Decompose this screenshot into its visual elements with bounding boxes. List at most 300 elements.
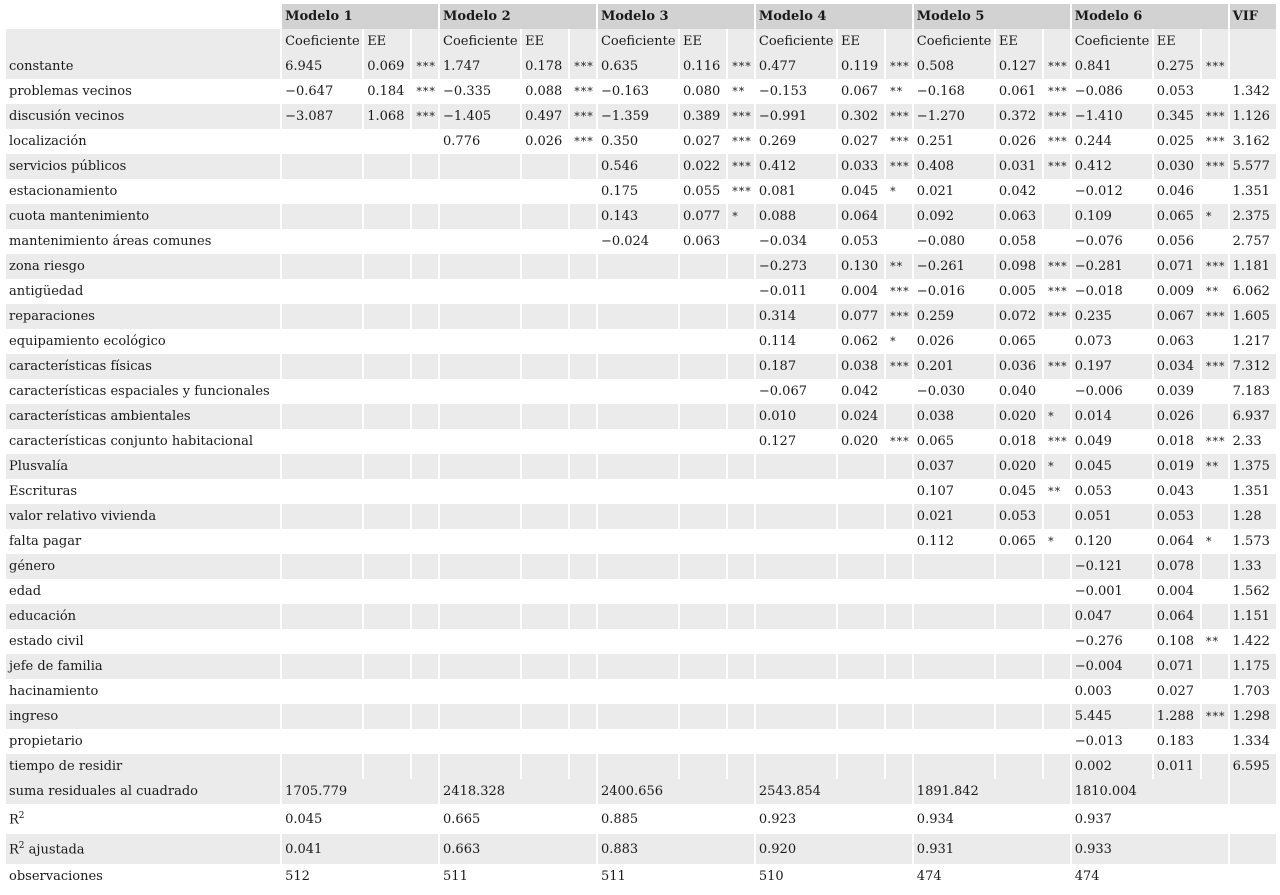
- model-1-header: Modelo 1: [282, 4, 438, 29]
- ee-cell: 0.067: [840, 84, 879, 99]
- significance-cell: [570, 204, 596, 229]
- variable-label: características ambientales: [6, 404, 280, 429]
- coef-cell: [756, 629, 836, 654]
- ee-cell: [364, 629, 410, 654]
- ee-cell: 0.065: [1154, 204, 1200, 229]
- coef-cell: [282, 254, 362, 279]
- coef-subheader: Coeficiente: [282, 29, 362, 54]
- significance-cell: [412, 279, 438, 304]
- significance-cell: [1202, 479, 1228, 504]
- significance-cell: [570, 629, 596, 654]
- coef-cell: 0.045: [1072, 454, 1152, 479]
- coef-cell: [598, 604, 678, 629]
- coef-cell: [440, 604, 520, 629]
- summary-value: 510: [758, 869, 784, 884]
- model-header-row: [6, 4, 1276, 29]
- coef-cell: 0.002: [1072, 754, 1152, 779]
- coef-cell: 0.037: [914, 454, 994, 479]
- significance-cell: [1044, 379, 1070, 404]
- vif-cell: 1.605: [1230, 304, 1276, 329]
- significance-cell: ***: [732, 185, 752, 198]
- ee-cell: 0.055: [683, 184, 721, 199]
- significance-cell: **: [1048, 485, 1062, 498]
- ee-subheader: EE: [680, 29, 726, 54]
- ee-cell: [522, 729, 568, 754]
- variable-label: antigüedad: [9, 284, 84, 299]
- significance-cell: [412, 254, 438, 279]
- table-row: [6, 229, 1276, 254]
- variable-label: estado civil: [9, 634, 84, 649]
- significance-cell: [570, 729, 596, 754]
- significance-cell: [412, 754, 438, 779]
- variable-label: características físicas: [6, 354, 280, 379]
- coef-cell: [282, 579, 362, 604]
- significance-cell: [886, 404, 912, 429]
- ee-cell: [838, 729, 884, 754]
- significance-cell: ***: [1044, 304, 1070, 329]
- coef-cell: [598, 354, 678, 379]
- vif-subheader: [1230, 29, 1276, 54]
- vif-cell: 6.062: [1232, 284, 1270, 299]
- coef-cell: [440, 204, 520, 229]
- coef-cell: [282, 679, 362, 704]
- significance-cell: ***: [1044, 104, 1070, 129]
- ee-cell: 0.026: [1154, 404, 1200, 429]
- ee-cell: 0.063: [1156, 334, 1195, 349]
- summary-value: 2543.854: [756, 779, 912, 804]
- ee-cell: [522, 529, 568, 554]
- significance-cell: ***: [1202, 704, 1228, 729]
- significance-cell: [1044, 604, 1070, 629]
- significance-cell: [1044, 204, 1070, 229]
- sig-subheader: [886, 29, 912, 54]
- coef-cell: [282, 279, 362, 304]
- variable-label: Plusvalía: [6, 454, 280, 479]
- significance-cell: [728, 654, 754, 679]
- coef-cell: [598, 504, 678, 529]
- coef-cell: −0.273: [756, 254, 836, 279]
- ee-cell: [522, 404, 568, 429]
- variable-label: jefe de familia: [6, 654, 280, 679]
- ee-cell: 0.033: [838, 154, 884, 179]
- significance-cell: [570, 554, 596, 579]
- ee-cell: 0.088: [525, 84, 563, 99]
- coef-cell: −0.076: [1074, 234, 1123, 249]
- ee-cell: [522, 254, 568, 279]
- ee-cell: 0.026: [525, 134, 563, 149]
- ee-cell: [680, 629, 726, 654]
- coef-cell: 0.412: [1072, 154, 1152, 179]
- coef-cell: −0.080: [916, 234, 965, 249]
- significance-cell: [412, 479, 438, 504]
- ee-cell: [364, 679, 410, 704]
- coef-cell: 6.945: [282, 54, 362, 79]
- variable-label: edad: [9, 584, 42, 599]
- significance-cell: [570, 454, 596, 479]
- vif-cell: 5.577: [1230, 154, 1276, 179]
- ee-cell: 0.062: [840, 334, 879, 349]
- ee-cell: 0.042: [840, 384, 879, 399]
- coef-cell: [756, 579, 836, 604]
- significance-cell: ***: [890, 435, 910, 448]
- coef-cell: [282, 304, 362, 329]
- significance-cell: [1044, 654, 1070, 679]
- model-5-header: Modelo 5: [914, 4, 1070, 29]
- significance-cell: [412, 304, 438, 329]
- significance-cell: [412, 329, 438, 354]
- ee-cell: [996, 679, 1042, 704]
- coef-cell: −0.647: [285, 84, 334, 99]
- coef-cell: [440, 704, 520, 729]
- table-row: [6, 629, 1276, 654]
- ee-cell: 0.027: [683, 134, 721, 149]
- ee-cell: [680, 729, 726, 754]
- vif-cell: 1.126: [1230, 104, 1276, 129]
- ee-cell: 0.056: [1156, 234, 1195, 249]
- ee-cell: 0.108: [1156, 634, 1195, 649]
- significance-cell: [412, 504, 438, 529]
- significance-cell: [728, 354, 754, 379]
- ee-cell: [996, 704, 1042, 729]
- significance-cell: [570, 154, 596, 179]
- table-row: [6, 579, 1276, 604]
- ee-cell: [838, 529, 884, 554]
- coef-cell: [440, 679, 520, 704]
- coef-cell: 0.073: [1074, 334, 1112, 349]
- coef-cell: [598, 654, 678, 679]
- ee-cell: 0.275: [1154, 54, 1200, 79]
- significance-cell: [886, 604, 912, 629]
- ee-cell: 0.497: [522, 104, 568, 129]
- vif-cell: 1.298: [1230, 704, 1276, 729]
- significance-cell: ***: [1044, 54, 1070, 79]
- coef-cell: [282, 129, 362, 154]
- ee-cell: [680, 704, 726, 729]
- significance-cell: [886, 454, 912, 479]
- ee-cell: 0.077: [680, 204, 726, 229]
- ee-cell: [522, 579, 568, 604]
- summary-value: 0.883: [598, 834, 754, 864]
- coef-cell: [282, 479, 362, 504]
- ee-cell: [680, 354, 726, 379]
- significance-cell: *: [1044, 404, 1070, 429]
- coef-cell: [282, 379, 362, 404]
- coef-cell: [440, 629, 520, 654]
- significance-cell: ***: [1202, 354, 1228, 379]
- ee-cell: [522, 554, 568, 579]
- table-row: [6, 679, 1276, 704]
- coef-cell: [282, 629, 362, 654]
- significance-cell: [570, 754, 596, 779]
- ee-cell: 0.302: [838, 104, 884, 129]
- variable-label: propietario: [9, 734, 83, 749]
- ee-subheader: EE: [1154, 29, 1200, 54]
- vif-cell: 6.595: [1230, 754, 1276, 779]
- significance-cell: ***: [1044, 354, 1070, 379]
- coef-cell: [282, 154, 362, 179]
- coef-cell: −0.281: [1072, 254, 1152, 279]
- coef-cell: [440, 329, 520, 354]
- summary-label-text: observaciones: [9, 869, 103, 884]
- ee-cell: [996, 554, 1042, 579]
- ee-cell: [522, 179, 568, 204]
- coef-cell: [282, 429, 362, 454]
- coef-cell: [598, 679, 678, 704]
- ee-cell: [522, 654, 568, 679]
- ee-cell: [364, 754, 410, 779]
- coef-cell: 0.143: [598, 204, 678, 229]
- summary-row: [6, 834, 1276, 864]
- significance-cell: [728, 279, 754, 304]
- vif-cell: 1.33: [1230, 554, 1276, 579]
- coef-cell: −1.405: [440, 104, 520, 129]
- table-row: [6, 329, 1276, 354]
- coef-cell: 0.051: [1072, 504, 1152, 529]
- ee-cell: [522, 704, 568, 729]
- significance-cell: [570, 279, 596, 304]
- ee-cell: [522, 629, 568, 654]
- significance-cell: *: [1048, 535, 1055, 548]
- vif-header: VIF: [1230, 4, 1276, 29]
- significance-cell: [886, 704, 912, 729]
- ee-cell: 0.119: [838, 54, 884, 79]
- ee-cell: [680, 429, 726, 454]
- coef-cell: −0.086: [1074, 84, 1123, 99]
- significance-cell: [1044, 229, 1070, 254]
- table-footer: [6, 779, 1276, 889]
- coef-cell: 0.412: [756, 154, 836, 179]
- ee-cell: 0.009: [1156, 284, 1195, 299]
- ee-cell: 0.071: [1154, 254, 1200, 279]
- table-row: [6, 129, 1276, 154]
- coef-cell: [440, 554, 520, 579]
- vif-cell: 6.937: [1230, 404, 1276, 429]
- significance-cell: [886, 554, 912, 579]
- table-row: [6, 179, 1276, 204]
- summary-value: 0.933: [1072, 834, 1228, 864]
- coef-cell: 0.508: [914, 54, 994, 79]
- variable-label: educación: [6, 604, 280, 629]
- ee-cell: 0.053: [1156, 84, 1195, 99]
- significance-cell: [886, 479, 912, 504]
- significance-cell: ***: [570, 54, 596, 79]
- summary-label-superscript: 2: [18, 810, 25, 821]
- significance-cell: ***: [890, 285, 910, 298]
- summary-label: [6, 834, 280, 864]
- variable-label: tiempo de residir: [6, 754, 280, 779]
- ee-cell: [364, 654, 410, 679]
- vif-cell: 1.573: [1232, 534, 1270, 549]
- ee-cell: 0.024: [838, 404, 884, 429]
- significance-cell: [570, 679, 596, 704]
- vif-cell: 1.562: [1232, 584, 1270, 599]
- summary-value: 0.045: [285, 811, 323, 827]
- table-row: [6, 254, 1276, 279]
- significance-cell: **: [1205, 285, 1219, 298]
- ee-cell: [522, 354, 568, 379]
- coef-cell: 0.014: [1072, 404, 1152, 429]
- coef-cell: [282, 229, 362, 254]
- significance-cell: [728, 429, 754, 454]
- coef-cell: 1.747: [440, 54, 520, 79]
- variable-label: zona riesgo: [6, 254, 280, 279]
- summary-label: [6, 804, 280, 834]
- coef-cell: [914, 729, 994, 754]
- significance-cell: [886, 629, 912, 654]
- ee-cell: 0.045: [840, 184, 879, 199]
- coef-cell: [914, 754, 994, 779]
- coef-cell: 5.445: [1072, 704, 1152, 729]
- coef-cell: [598, 454, 678, 479]
- significance-cell: [412, 404, 438, 429]
- ee-cell: [522, 304, 568, 329]
- coef-cell: [440, 529, 520, 554]
- significance-cell: [1044, 554, 1070, 579]
- ee-cell: 0.020: [996, 454, 1042, 479]
- ee-cell: [364, 229, 410, 254]
- summary-value: 0.041: [282, 834, 438, 864]
- significance-cell: [570, 429, 596, 454]
- vif-cell: 1.703: [1232, 684, 1270, 699]
- significance-cell: [728, 579, 754, 604]
- coef-cell: 0.065: [916, 434, 955, 449]
- significance-cell: [886, 579, 912, 604]
- ee-subheader: EE: [996, 29, 1042, 54]
- significance-cell: [412, 654, 438, 679]
- significance-cell: [412, 679, 438, 704]
- ee-subheader: EE: [838, 29, 884, 54]
- vif-cell: 1.351: [1232, 484, 1270, 499]
- ee-cell: [838, 754, 884, 779]
- coef-cell: 0.010: [756, 404, 836, 429]
- ee-cell: [680, 304, 726, 329]
- summary-value: 512: [285, 869, 310, 884]
- vif-cell: 1.351: [1232, 184, 1270, 199]
- subheader-corner: [6, 29, 280, 54]
- significance-cell: [886, 754, 912, 779]
- coef-cell: 0.259: [914, 304, 994, 329]
- variable-label: estacionamiento: [9, 184, 118, 199]
- summary-value: 474: [916, 869, 942, 884]
- significance-cell: ***: [416, 85, 436, 98]
- coef-cell: 0.197: [1072, 354, 1152, 379]
- vif-cell: 1.175: [1230, 654, 1276, 679]
- coef-cell: [440, 379, 520, 404]
- coef-cell: 0.635: [598, 54, 678, 79]
- significance-cell: [1202, 404, 1228, 429]
- coef-cell: [598, 304, 678, 329]
- ee-cell: 0.053: [840, 234, 879, 249]
- significance-cell: ***: [412, 104, 438, 129]
- vif-cell: 2.33: [1232, 434, 1262, 449]
- table-row: [6, 304, 1276, 329]
- significance-cell: [728, 629, 754, 654]
- ee-cell: 0.038: [838, 354, 884, 379]
- significance-cell: [1044, 579, 1070, 604]
- variable-label: falta pagar: [9, 534, 82, 549]
- vif-cell: 3.162: [1232, 134, 1270, 149]
- summary-value: 0.663: [440, 834, 596, 864]
- coef-cell: −0.121: [1072, 554, 1152, 579]
- vif-cell: 7.183: [1232, 384, 1270, 399]
- summary-row: [6, 804, 1276, 834]
- summary-value: 0.934: [916, 811, 955, 827]
- significance-cell: [412, 579, 438, 604]
- summary-value: 0.920: [756, 834, 912, 864]
- coef-cell: 0.120: [1074, 534, 1112, 549]
- vif-cell: 1.151: [1230, 604, 1276, 629]
- variable-label: equipamiento ecológico: [9, 334, 166, 349]
- ee-cell: [996, 604, 1042, 629]
- ee-cell: [680, 554, 726, 579]
- ee-cell: [364, 154, 410, 179]
- ee-cell: 0.053: [996, 504, 1042, 529]
- ee-cell: [680, 279, 726, 304]
- ee-cell: [364, 304, 410, 329]
- vif-cell: 1.342: [1232, 84, 1270, 99]
- coef-cell: −0.030: [916, 384, 965, 399]
- ee-cell: [364, 129, 410, 154]
- significance-cell: [728, 454, 754, 479]
- ee-cell: 0.389: [680, 104, 726, 129]
- coef-subheader: Coeficiente: [756, 29, 836, 54]
- ee-cell: [838, 604, 884, 629]
- ee-cell: [680, 529, 726, 554]
- significance-cell: [1202, 179, 1228, 204]
- coef-cell: [440, 279, 520, 304]
- ee-cell: 0.178: [522, 54, 568, 79]
- table-row: [6, 554, 1276, 579]
- ee-cell: [838, 629, 884, 654]
- ee-cell: 0.058: [998, 234, 1037, 249]
- model-6-header: Modelo 6: [1072, 4, 1228, 29]
- significance-cell: [412, 454, 438, 479]
- vif-cell: 1.217: [1232, 334, 1270, 349]
- significance-cell: *: [728, 204, 754, 229]
- significance-cell: ***: [1202, 104, 1228, 129]
- ee-cell: 0.046: [1156, 184, 1195, 199]
- coef-cell: [914, 679, 994, 704]
- significance-cell: [412, 429, 438, 454]
- significance-cell: [570, 229, 596, 254]
- table-row: [6, 54, 1276, 79]
- coef-cell: [282, 529, 362, 554]
- ee-cell: [680, 379, 726, 404]
- coef-cell: 0.201: [914, 354, 994, 379]
- variable-label: Escrituras: [9, 484, 78, 499]
- significance-cell: [728, 554, 754, 579]
- coef-cell: [598, 479, 678, 504]
- significance-cell: [1202, 679, 1228, 704]
- ee-cell: [838, 454, 884, 479]
- ee-cell: 0.061: [998, 84, 1037, 99]
- significance-cell: [412, 129, 438, 154]
- significance-cell: [886, 729, 912, 754]
- summary-value: 1891.842: [914, 779, 1070, 804]
- ee-cell: 0.077: [838, 304, 884, 329]
- ee-cell: [364, 429, 410, 454]
- significance-cell: ***: [1202, 154, 1228, 179]
- ee-cell: 0.004: [840, 284, 879, 299]
- coef-cell: [282, 454, 362, 479]
- ee-cell: 0.030: [1154, 154, 1200, 179]
- coef-cell: [440, 229, 520, 254]
- significance-cell: **: [1205, 635, 1219, 648]
- coef-cell: −1.410: [1072, 104, 1152, 129]
- significance-cell: [570, 654, 596, 679]
- vif-cell: 1.334: [1232, 734, 1270, 749]
- coef-cell: 0.841: [1072, 54, 1152, 79]
